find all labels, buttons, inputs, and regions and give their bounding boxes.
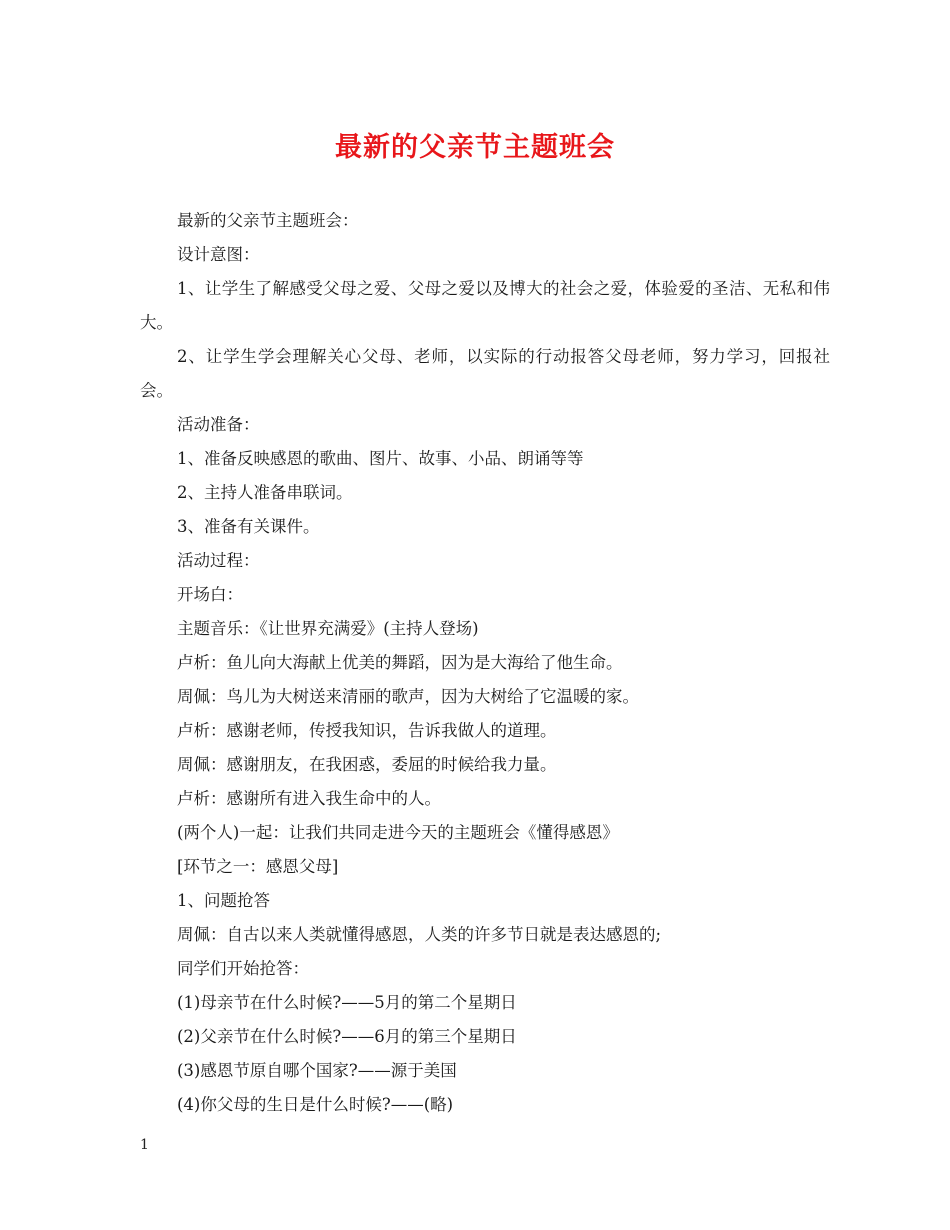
paragraph-dialogue-line: 周佩：鸟儿为大树送来清丽的歌声，因为大树给了它温暖的家。 [177,687,639,706]
paragraph-theme-music: 主题音乐：《让世界充满爱》(主持人登场) [177,619,479,638]
paragraph-dialogue-line: 周佩：自古以来人类就懂得感恩，人类的许多节日就是表达感恩的; [177,925,662,944]
paragraph-quiz-item: (2)父亲节在什么时候?——6月的第三个星期日 [177,1027,517,1046]
paragraph-design-intent-1: 1、让学生了解感受父母之爱、父母之爱以及博大的社会之爱，体验爱的圣洁、无私和伟大。 [140,279,830,332]
paragraph-design-intent-heading: 设计意图： [177,245,260,264]
paragraph-quiz-heading: 1、问题抢答 [177,891,270,910]
paragraph-preparation-2: 2、主持人准备串联词。 [177,483,353,502]
paragraph-quiz-item: (1)母亲节在什么时候?——5月的第二个星期日 [177,993,517,1012]
page-title: 最新的父亲节主题班会 [335,132,615,163]
paragraph-design-intent-2: 2、让学生学会理解关心父母、老师，以实际的行动报答父母老师，努力学习，回报社会。 [140,347,830,400]
paragraph-dialogue-line: 周佩：感谢朋友，在我困惑，委屈的时候给我力量。 [177,755,557,774]
page-number: 1 [140,1137,149,1153]
paragraph-opening: 开场白： [177,585,243,604]
paragraph-intro: 最新的父亲节主题班会： [177,211,359,230]
paragraph-quiz-item: (4)你父母的生日是什么时候?——(略) [177,1095,454,1114]
paragraph-preparation-heading: 活动准备： [177,415,260,434]
paragraph-process-heading: 活动过程： [177,551,260,570]
paragraph-quiz-item: (3)感恩节原自哪个国家?——源于美国 [177,1061,457,1080]
paragraph-section-heading: [环节之一：感恩父母] [177,857,339,876]
paragraph-preparation-3: 3、准备有关课件。 [177,517,320,536]
paragraph-dialogue-line: 卢析：感谢所有进入我生命中的人。 [177,789,441,808]
paragraph-quiz-intro: 同学们开始抢答： [177,959,309,978]
paragraph-dialogue-line: 卢析：鱼儿向大海献上优美的舞蹈，因为是大海给了他生命。 [177,653,623,672]
paragraph-dialogue-line: 卢析：感谢老师，传授我知识，告诉我做人的道理。 [177,721,557,740]
paragraph-dialogue-line: (两个人)一起：让我们共同走进今天的主题班会《懂得感恩》 [177,823,619,842]
document-body [140,204,830,1122]
paragraph-preparation-1: 1、准备反映感恩的歌曲、图片、故事、小品、朗诵等等 [177,449,584,468]
